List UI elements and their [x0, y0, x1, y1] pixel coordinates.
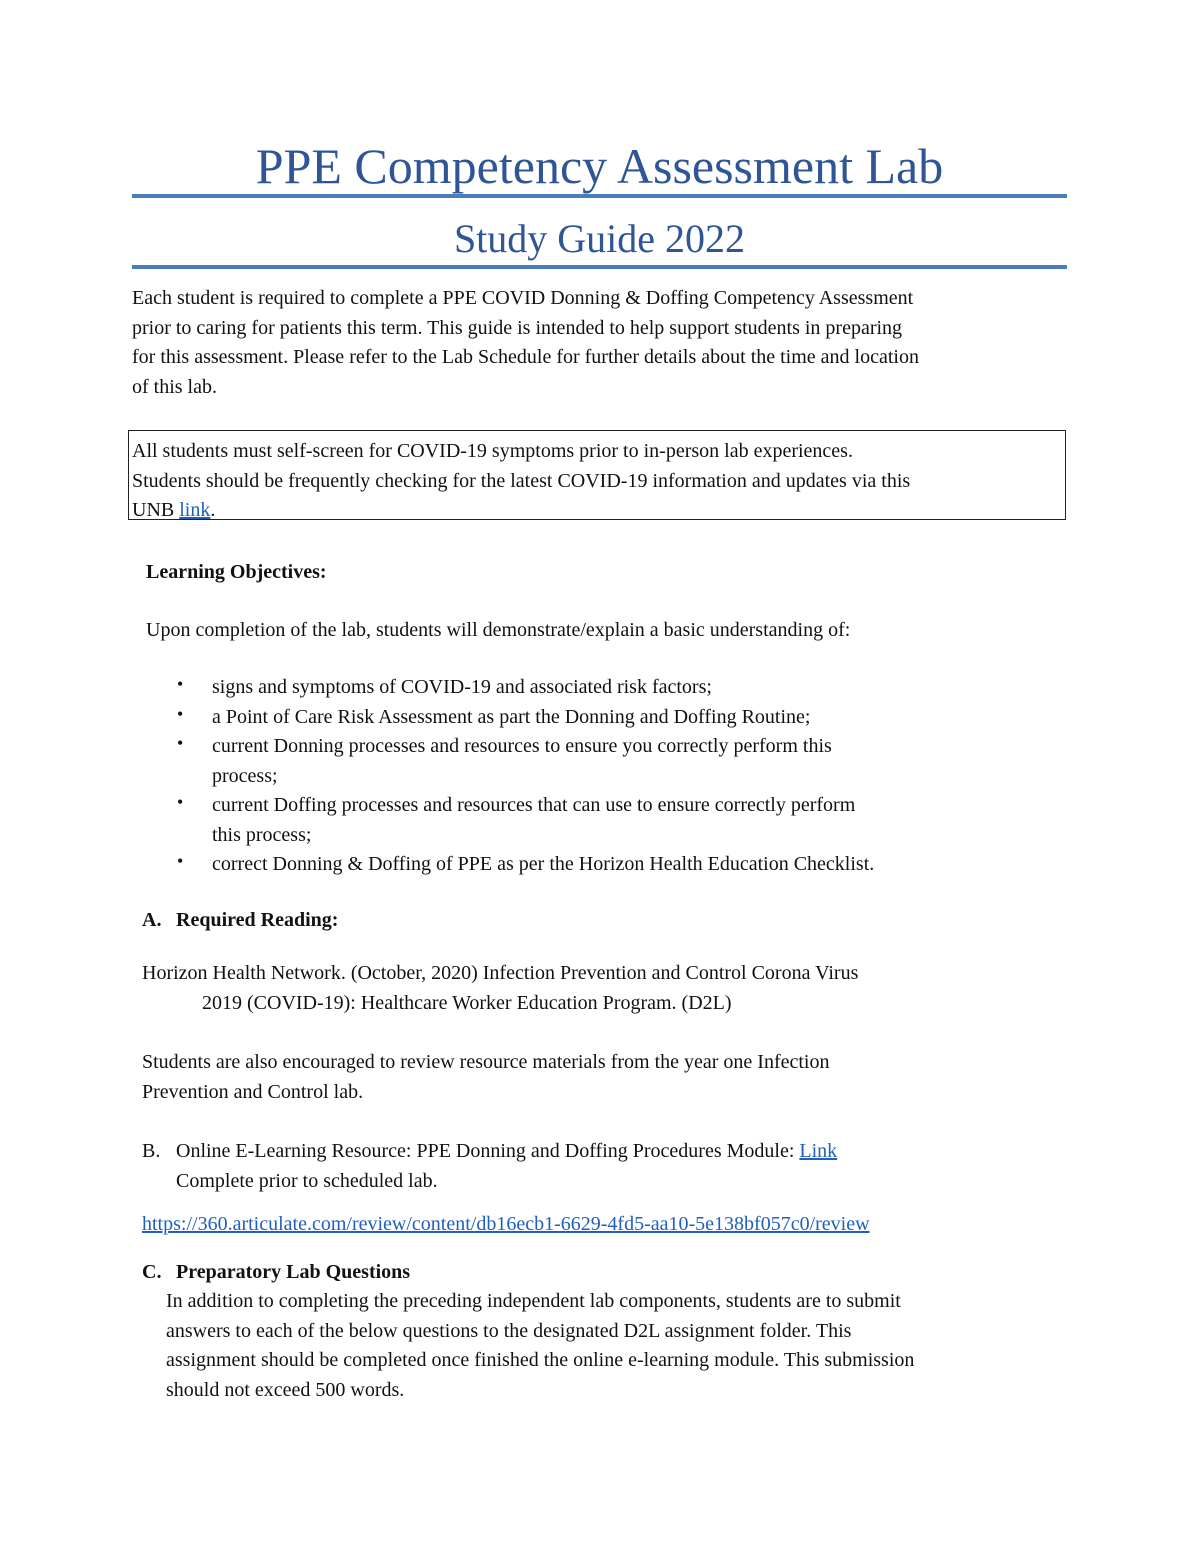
section-a-heading	[142, 906, 338, 935]
list-item	[175, 703, 1055, 733]
module-link[interactable]: Link	[799, 1140, 838, 1162]
bullet-icon: •	[177, 733, 184, 753]
document-title: PPE Competency Assessment Lab	[255, 138, 944, 194]
unb-link[interactable]: link	[179, 499, 211, 521]
note-line: Students are also encouraged to review resource materials from the year one Infection	[142, 1051, 830, 1073]
notice-suffix: .	[210, 499, 216, 521]
list-item-text: current Donning processes and resources to ensure you correctly perform this	[212, 735, 832, 757]
intro-line: Each student is required to complete a PPE COVID Donning & Doffing Competency Assessment	[132, 287, 914, 309]
section-c-line: In addition to completing the preceding independent lab components, students are to submit	[166, 1290, 901, 1312]
section-b-line	[176, 1137, 837, 1167]
section-a-title: Required Reading:	[176, 909, 339, 931]
subtitle-rule	[132, 265, 1067, 269]
section-c-marker: C.	[142, 1261, 162, 1283]
covid-notice-box	[128, 430, 1066, 520]
list-item	[175, 791, 1055, 850]
section-b-line: Complete prior to scheduled lab.	[176, 1169, 438, 1192]
notice-line: Students should be frequently checking for the latest COVID-19 information and updates via this	[132, 469, 911, 492]
module-url-link[interactable]: https://360.articulate.com/review/content/db16ecb1-6629-4fd5-aa10-5e138bf057c0/review	[142, 1213, 870, 1235]
section-c-line: should not exceed 500 words.	[166, 1378, 405, 1401]
document-subtitle: Study Guide 2022	[453, 216, 746, 261]
section-c-heading	[142, 1258, 410, 1287]
review-note	[142, 1048, 830, 1107]
bullet-icon: •	[177, 792, 184, 812]
reference-line: 2019 (COVID-19): Healthcare Worker Education Program. (D2L)	[202, 992, 732, 1014]
notice-line	[132, 496, 1065, 526]
list-item	[175, 673, 1055, 703]
bullet-icon: •	[177, 703, 184, 724]
notice-line: All students must self-screen for COVID-19 symptoms prior to in-person lab experiences.	[132, 440, 853, 462]
objectives-lead: Upon completion of the lab, students will demonstrate/explain a basic understanding of:	[146, 619, 851, 641]
intro-line: for this assessment. Please refer to the Lab Schedule for further details about the time and location	[132, 346, 919, 368]
required-reading-reference	[142, 958, 858, 1018]
list-item-text: process;	[212, 764, 278, 787]
section-c-line: answers to each of the below questions to the designated D2L assignment folder. This	[166, 1319, 852, 1342]
reference-line: Horizon Health Network. (October, 2020) Infection Prevention and Control Corona Virus	[142, 962, 859, 984]
intro-line: of this lab.	[132, 375, 217, 398]
objectives-list	[175, 673, 1055, 880]
note-line: Prevention and Control lab.	[142, 1080, 364, 1103]
intro-paragraph	[132, 284, 919, 402]
list-item-text: this process;	[212, 823, 312, 846]
objectives-heading: Learning Objectives:	[146, 561, 327, 583]
notice-prefix: UNB	[132, 499, 180, 521]
section-a-marker: A.	[142, 909, 162, 931]
intro-line: prior to caring for patients this term. This guide is intended to help support students in preparing	[132, 316, 903, 339]
section-c-line: assignment should be completed once finished the online e-learning module. This submission	[166, 1349, 915, 1371]
list-item	[175, 850, 1055, 880]
section-b-text: Online E-Learning Resource: PPE Donning and Doffing Procedures Module:	[176, 1140, 800, 1162]
section-c-paragraph	[166, 1287, 914, 1405]
list-item-text: a Point of Care Risk Assessment as part the Donning and Doffing Routine;	[212, 705, 811, 728]
bullet-icon: •	[177, 674, 184, 694]
list-item-text: current Doffing processes and resources that can use to ensure correctly perform	[212, 794, 856, 816]
section-b-marker: B.	[142, 1140, 161, 1162]
list-item-text: signs and symptoms of COVID-19 and associated risk factors;	[212, 676, 712, 698]
bullet-icon: •	[177, 851, 184, 871]
list-item-text: correct Donning & Doffing of PPE as per the Horizon Health Education Checklist.	[212, 853, 875, 875]
section-b	[142, 1137, 1042, 1197]
list-item	[175, 732, 1055, 791]
section-c-title: Preparatory Lab Questions	[176, 1261, 411, 1283]
title-rule	[132, 194, 1067, 198]
